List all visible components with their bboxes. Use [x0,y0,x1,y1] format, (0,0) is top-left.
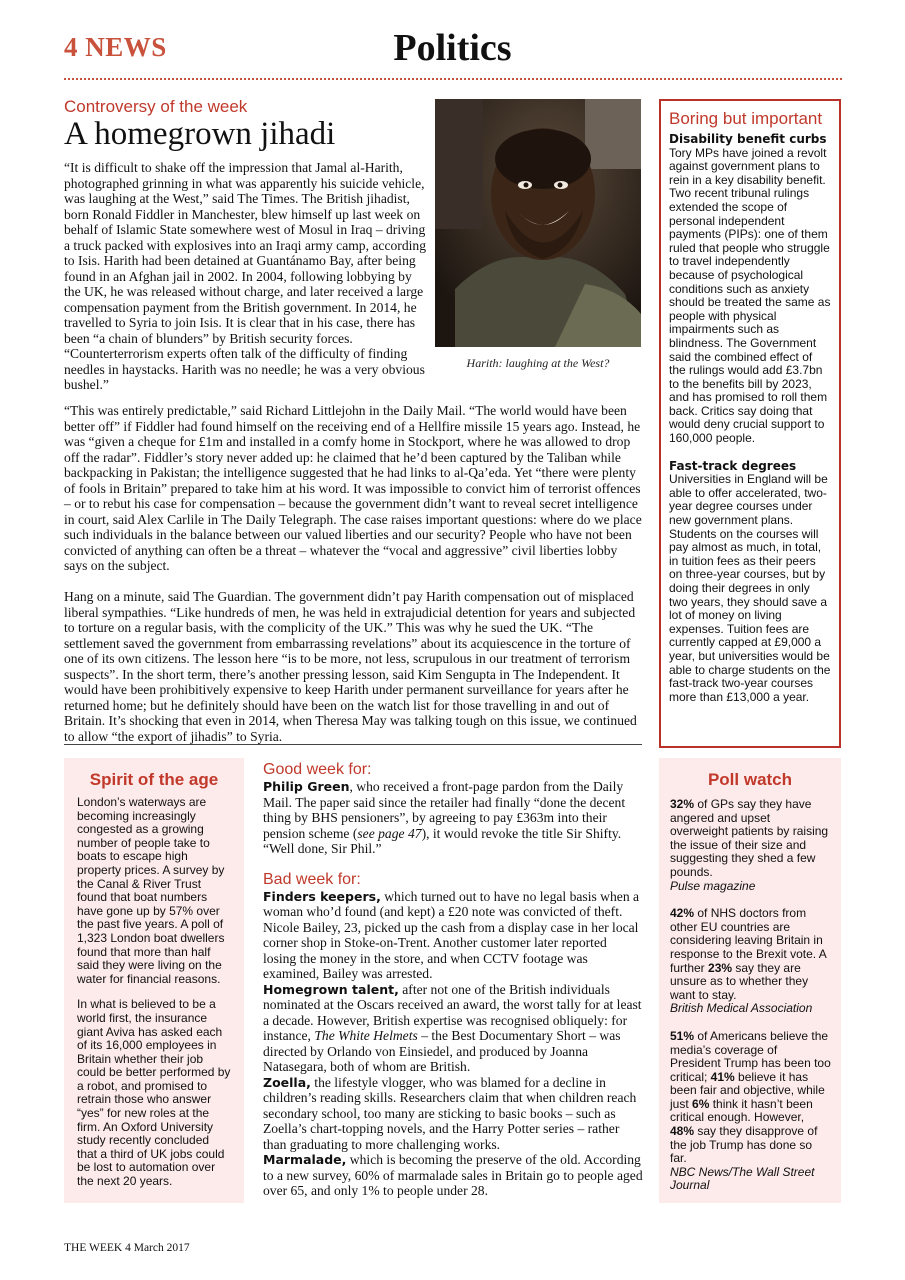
article-photo [435,99,641,347]
bad-week-item-marmalade [263,1152,643,1199]
bad-week-name: Zoella, [263,1074,311,1090]
poll-percent: 23% [708,960,733,975]
bad-week-item-finders [263,889,643,982]
spirit-paragraph-1: London’s waterways are becoming increasingly congested as a growing number of people take to boats to escape high property prices. A survey by the Canal & River Trust found that boat numbers have gone up by 57% over the past five years. A poll of 1,323 London boat dwellers found that more than half said they were living on the water for financial reasons. [77,795,225,986]
poll-percent: 6% [692,1096,710,1111]
boring-item-disability [669,133,831,446]
boring-item-body: Tory MPs have joined a revolt against government plans to rein in a key disability benefit. Two recent tribunal rulings extended the scope of personal independent payments (PIPs): one of them ruled that people who struggle to travel independently because of psychological conditions such as anxiety should be treated the same as people with physical impairments such as blindness. The Government said the combined effect of the rulings would add £3.7bn to the benefits bill by 2023, and has promised to roll them back. Critics say doing that would deny crucial support to 160,000 people. [669,145,831,446]
article-paragraph-3: Hang on a minute, said The Guardian. The government didn’t pay Harith compensation out of misplaced liberal sympathies. “Like hundreds of men, he was held in extrajudicial detention for years and subjected to torture on a regular basis, with the complicity of the UK.” This was why he sued the UK. “The settlement saved the government from embarrassing revelations” about its acquiescence in the torture of one of its own citizens. The lesson here “is to be more, not less, scrupulous in our treatment of terrorism suspects”. In the short term, there’s another pressing lesson, said Kim Sengupta in The Independent. It would have been prohibitively expensive to keep Harith under permanent surveillance for years after he returned home; but he definitely should have been on the watch list for those travelling in and out of Britain. It’s shocking that even in 2014, when Theresa May was talking tough on this issue, we continued to allow “the export of jihadis” to Syria. [64,589,637,744]
poll-source: NBC News/The Wall Street Journal [670,1164,815,1193]
article-divider [64,744,642,745]
bad-week-name: Homegrown talent, [263,981,399,997]
poll-percent: 32% [670,797,695,811]
poll-text: of NHS doctors from other EU countries are considering leaving Britain in response to the Brexit vote. A further [670,906,827,975]
header-divider [64,78,842,80]
poll-percent: 51% [670,1028,695,1043]
poll-item-gps [670,798,831,893]
bad-week-item-talent [263,982,643,1075]
poll-watch-box [659,758,841,1203]
boring-but-important-box [659,99,841,748]
poll-text: think it hasn’t been critical enough. However, [670,1096,813,1125]
good-bad-week-column [263,760,643,1199]
spirit-paragraph-2: In what is believed to be a world first, the insurance giant Aviva has asked each of its 16,000 employees in Britain whether their job could be better performed by a robot, and promised to retrain those who answer “yes” for new roles at the firm. An Oxford University study recently concluded that a third of UK jobs could be lost to automation over the next 20 years. [77,997,231,1189]
bad-week-name: Finders keepers, [263,888,381,904]
page-footer: THE WEEK 4 March 2017 [64,1242,190,1254]
bad-week-text: after not one of the British individuals nominated at the Oscars received an award, the worst tally for at least a decade. However, British expertise was recognised obliquely: for instance, [263,981,642,1043]
poll-percent: 41% [710,1069,735,1084]
spirit-of-the-age-box [64,758,244,1203]
boring-item-body: Universities in England will be able to offer accelerated, two-year degree courses under new government plans. Students on the courses will pay almost as much, in total, in tuition fees as their peers on three-year courses, but by doing their degrees in only two years, they should save a lot of money on living expenses. Tuition fees are currently capped at £9,000 a year, but universities would be able to charge students on the fast-track two-year courses more than £13,000 a year. [669,472,831,704]
good-week-text-end: ), it would revoke the title Sir Shifty. “Well done, Sir Phil.” [263,825,622,856]
film-title: The White Helmets [314,1028,418,1043]
poll-item-trump [670,1030,831,1193]
spirit-box-title: Spirit of the age [89,770,219,789]
poll-box-title: Poll watch [707,770,793,789]
boring-box-title: Boring but important [669,109,823,128]
poll-source: Pulse magazine [670,878,756,893]
good-week-text: , who received a front-page pardon from the Daily Mail. The paper said since the retailer had finally “done the decent thing by BHS pensioners”, by agreeing to pay £363m into their pension scheme ( [263,779,626,841]
photo-caption: Harith: laughing at the West? [466,356,610,370]
boring-item-heading: Fast-track degrees [669,458,797,473]
bad-week-text: the lifestyle vlogger, who was blamed for a decline in children’s reading skills. Researchers claim that when children reach secondary school, too many are sticking to basic books – such as Zoella’s chart-topping novels, and the Harry Potter series – rather than graduating to more challenging works. [263,1074,637,1152]
page-reference: see page 47 [357,825,422,841]
boring-item-degrees [669,460,831,705]
bad-week-text: which turned out to have no legal basis when a woman who’d found (and kept) a £20 note was convicted of theft. Nicole Bailey, 23, picked up the cash from a display case in her local corner shop in Stoke-on-Trent. Another customer later reported losing the money in the store, and when CCTV footage was examined, Bailey was arrested. [263,888,640,981]
bad-week-text: which is becoming the preserve of the old. According to a new survey, 60% of marmalade sales in Britain go to people aged over 65, and only 1% to people under 28. [263,1152,643,1198]
poll-text: say they are unsure as to whether they want to stay. [670,960,809,1002]
poll-source: British Medical Association [670,1001,813,1016]
bad-week-item-zoella [263,1075,643,1153]
poll-text: of GPs say they have angered and upset overweight patients by raising the issue of their size and suggesting they shed a few pounds. [670,797,829,879]
boring-item-heading: Disability benefit curbs [669,132,827,146]
poll-text: believe it has been fair and objective, while just [670,1069,825,1111]
poll-text: say they disapprove of the job Trump has done so far. [670,1124,818,1166]
bad-week-title: Bad week for: [263,870,361,888]
article-paragraph-2: “This was entirely predictable,” said Richard Littlejohn in the Daily Mail. “The world would have been better off” if Fiddler had found himself on the receiving end of a Hellfire missile 15 years ago. Instead, he was “given a cheque for £1m and installed in a comfy home in Stockport, where he was allowed to drop off the radar”. Fiddler’s story never added up: he claimed that he’d been captured by the Taliban while backpacking in Pakistan; the intelligence suggested that he had links to al-Qa’eda. Yet “there were plenty of fools in Britain” prepared to take him at his word. It was impossible to convict him of terrorist offences – or to rebut his case for compensation – because the government didn’t want to reveal secret intelligence in court, said Alex Carlile in The Daily Telegraph. The case raises important questions: where do we place such individuals in the balance between our valued liberties and our security? People who have not been convicted of anything can often be a threat – whatever the “vocal and aggressive” civil liberties lobby says on the subject. [64,403,642,573]
article-kicker: Controversy of the week [64,97,248,116]
article-paragraph-1: “It is difficult to shake off the impression that Jamal al-Harith, photographed grinning in what was apparently his suicide vehicle, was laughing at the West,” said The Times. The British jihadist, born Ronald Fiddler in Manchester, blew himself up last week on behalf of Islamic State somewhere west of Mosul in Iraq – driving a truck packed with explosives into an Iraqi army camp, according to Isis. Harith had been detained at Guantánamo Bay, after being found in an Afghan jail in 2002. In 2004, following lobbying by the UK, he was released without charge, and later received a large compensation payment from the British government. In 2014, he travelled to Syria to join Isis. It is clear that in his case, there has been “a chain of blunders” by British security forces. “Counterterrorism experts often talk of the difficulty of finding needles in haystacks. Harith was no needle; he was a very obvious bushel.” [64,160,426,392]
poll-text: of Americans believe the media’s coverage of President Trump has been too critical; [670,1028,831,1084]
good-week-item [263,779,643,857]
bad-week-name: Marmalade, [263,1152,347,1167]
poll-item-nhs [670,907,831,1016]
good-week-name: Philip Green [263,779,350,794]
poll-percent: 42% [670,906,695,921]
good-week-title: Good week for: [263,761,372,778]
bad-week-text-end: – the Best Documentary Short – was directed by Orlando von Einsiedel, and produced by Joanna Natasegara, both of whom are British. [263,1028,621,1074]
poll-percent: 48% [670,1124,695,1139]
page-section-label: 4 NEWS [64,32,167,62]
page-title: Politics [393,27,512,69]
portrait-illustration [435,99,641,347]
article-headline: A homegrown jihadi [64,116,336,152]
